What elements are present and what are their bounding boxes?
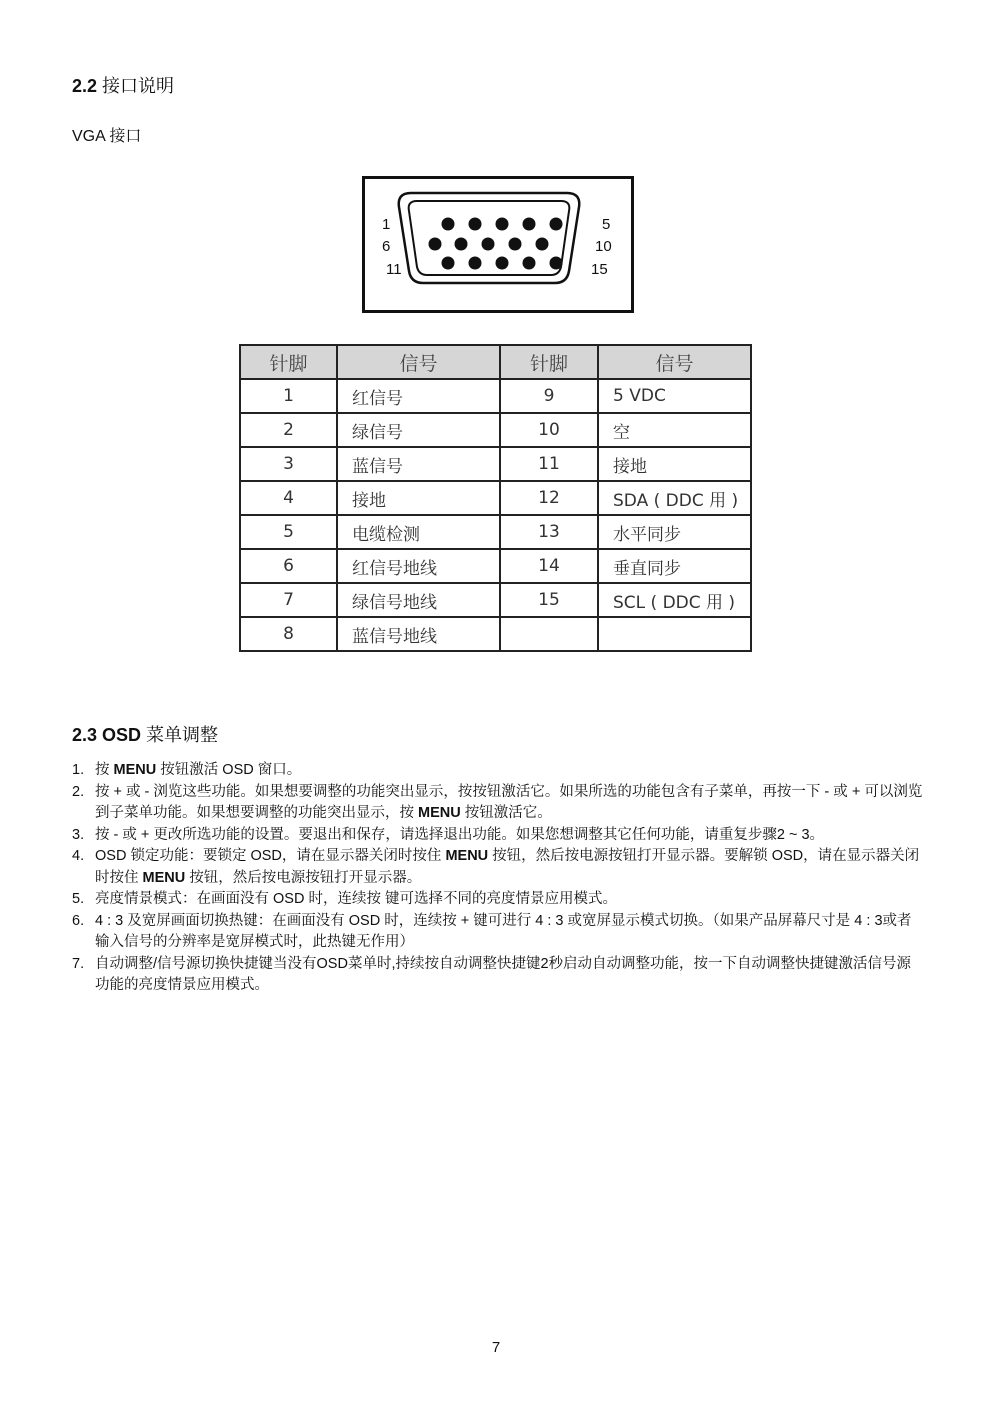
list-item-text: 按钮激活它。 bbox=[460, 805, 552, 821]
pin-number-cell: 8 bbox=[240, 617, 337, 651]
table-row bbox=[240, 583, 751, 617]
menu-key-text: MENU bbox=[113, 762, 157, 778]
section-2-2-heading bbox=[72, 72, 174, 98]
signal-cell: 水平同步 bbox=[598, 515, 751, 549]
signal-cell: 蓝信号 bbox=[337, 447, 500, 481]
list-item bbox=[72, 911, 924, 954]
table-row bbox=[240, 549, 751, 583]
pin-dot bbox=[442, 218, 455, 231]
list-item-text: 按钮，然后按电源按钮打开显示器。要解锁 OSD，请在显示器关闭时按住 bbox=[95, 848, 920, 886]
table-row bbox=[240, 447, 751, 481]
pin-number-cell: 11 bbox=[500, 447, 598, 481]
signal-cell: 红信号地线 bbox=[337, 549, 500, 583]
section-2-3-heading bbox=[72, 721, 218, 747]
signal-cell: SDA ( DDC 用 ) bbox=[598, 481, 751, 515]
signal-cell: 5 VDC bbox=[598, 379, 751, 413]
list-item-text: 自动调整/信号源切换快捷键当没有OSD菜单时,持续按自动调整快捷键2秒启动自动调整功能，按一下自动调整快捷键激活信号源功能的亮度情景应用模式。 bbox=[95, 955, 912, 993]
pin-number-cell bbox=[500, 617, 598, 651]
pin-label-1: 1 bbox=[382, 216, 391, 233]
list-item bbox=[72, 760, 924, 782]
list-item-text: 按 bbox=[95, 762, 114, 778]
pin-dot bbox=[550, 218, 563, 231]
pin-number-cell: 5 bbox=[240, 515, 337, 549]
signal-cell: 空 bbox=[598, 413, 751, 447]
list-item-number: 6. bbox=[72, 912, 85, 929]
pin-number-cell: 13 bbox=[500, 515, 598, 549]
pin-dot bbox=[496, 218, 509, 231]
vga-pin-table bbox=[239, 344, 752, 652]
pin-number-cell: 14 bbox=[500, 549, 598, 583]
menu-key-text: MENU bbox=[445, 848, 489, 864]
list-item bbox=[72, 954, 924, 997]
vga-connector-diagram bbox=[362, 176, 634, 313]
header-signal-1: 信号 bbox=[337, 345, 500, 379]
list-item-text: 亮度情景模式：在画面没有 OSD 时，连续按 键可选择不同的亮度情景应用模式。 bbox=[95, 891, 618, 907]
table-row bbox=[240, 515, 751, 549]
signal-cell: 绿信号地线 bbox=[337, 583, 500, 617]
list-item-number: 4. bbox=[72, 848, 85, 864]
page-number: 7 bbox=[491, 1339, 501, 1356]
list-item bbox=[72, 846, 924, 889]
signal-cell: 垂直同步 bbox=[598, 549, 751, 583]
pin-dot bbox=[429, 238, 442, 251]
list-item-number: 2. bbox=[72, 783, 85, 800]
list-item-text: 按 + 或 - 浏览这些功能。如果想要调整的功能突出显示，按按钮激活它。如果所选的功能包含有子菜单，再按一下 - 或 + 可以浏览到子菜单功能。如果想要调整的功能突出显示，按 bbox=[95, 783, 923, 821]
vga-connector-icon bbox=[365, 179, 631, 310]
pin-number-cell: 7 bbox=[240, 583, 337, 617]
list-item-text: 4 : 3 及宽屏画面切换热键：在画面没有 OSD 时，连续按 + 键可进行 4 : 3 或宽屏显示模式切换。（如果产品屏幕尺寸是 4 : 3或者输入信号的分辨率是宽屏模式时，此热键无作用） bbox=[95, 912, 912, 950]
pin-number-cell: 2 bbox=[240, 413, 337, 447]
list-item-number: 5. bbox=[72, 891, 85, 907]
signal-cell: 绿信号 bbox=[337, 413, 500, 447]
list-item-text: 按钮激活 OSD 窗口。 bbox=[156, 762, 302, 778]
signal-cell: 接地 bbox=[598, 447, 751, 481]
section-number: 2.3 OSD bbox=[72, 725, 142, 745]
menu-key-text: MENU bbox=[142, 869, 186, 886]
signal-cell: 红信号 bbox=[337, 379, 500, 413]
pin-dot bbox=[509, 238, 522, 251]
pin-dots bbox=[429, 218, 563, 270]
pin-label-5: 5 bbox=[602, 216, 611, 233]
pin-dot bbox=[550, 257, 563, 270]
list-item-text: 按钮，然后按电源按钮打开显示器。 bbox=[185, 869, 422, 886]
pin-number-cell: 4 bbox=[240, 481, 337, 515]
table-row bbox=[240, 413, 751, 447]
pin-label-15: 15 bbox=[591, 261, 608, 278]
signal-cell: 蓝信号地线 bbox=[337, 617, 500, 651]
list-item-text: OSD 锁定功能：要锁定 OSD，请在显示器关闭时按住 bbox=[95, 848, 446, 864]
pin-label-6: 6 bbox=[382, 238, 391, 255]
signal-cell bbox=[598, 617, 751, 651]
pin-dot bbox=[455, 238, 468, 251]
section-title: 接口说明 bbox=[102, 76, 175, 96]
pin-dot bbox=[469, 218, 482, 231]
pin-table-body bbox=[240, 379, 751, 651]
header-pin-2: 针脚 bbox=[500, 345, 598, 379]
pin-dot bbox=[496, 257, 509, 270]
pin-dot bbox=[523, 218, 536, 231]
menu-key-text: MENU bbox=[418, 805, 461, 821]
pin-dot bbox=[523, 257, 536, 270]
header-pin-1: 针脚 bbox=[240, 345, 337, 379]
list-item-number: 7. bbox=[72, 955, 85, 972]
pin-number-cell: 6 bbox=[240, 549, 337, 583]
table-row bbox=[240, 379, 751, 413]
list-item bbox=[72, 825, 924, 847]
list-item bbox=[72, 889, 924, 911]
pin-dot bbox=[469, 257, 482, 270]
pin-dot bbox=[442, 257, 455, 270]
pin-number-cell: 15 bbox=[500, 583, 598, 617]
list-item-number: 1. bbox=[72, 762, 85, 778]
table-header-row bbox=[240, 345, 751, 379]
pin-number-cell: 9 bbox=[500, 379, 598, 413]
section-number: 2.2 bbox=[72, 76, 98, 96]
pin-label-10: 10 bbox=[595, 238, 612, 255]
pin-number-cell: 3 bbox=[240, 447, 337, 481]
osd-instruction-list bbox=[72, 760, 924, 997]
section-title: 菜单调整 bbox=[146, 725, 219, 745]
table-row bbox=[240, 481, 751, 515]
pin-number-cell: 10 bbox=[500, 413, 598, 447]
signal-cell: 电缆检测 bbox=[337, 515, 500, 549]
vga-label: VGA 接口 bbox=[72, 128, 142, 145]
header-signal-2: 信号 bbox=[598, 345, 751, 379]
list-item-number: 3. bbox=[72, 826, 85, 843]
table-row bbox=[240, 617, 751, 651]
pin-dot bbox=[482, 238, 495, 251]
signal-cell: SCL ( DDC 用 ) bbox=[598, 583, 751, 617]
list-item bbox=[72, 782, 924, 825]
pin-dot bbox=[536, 238, 549, 251]
pin-number-cell: 1 bbox=[240, 379, 337, 413]
pin-number-cell: 12 bbox=[500, 481, 598, 515]
list-item-text: 按 - 或 + 更改所选功能的设置。要退出和保存，请选择退出功能。如果您想调整其它任何功能，请重复步骤2 ~ 3。 bbox=[95, 826, 825, 843]
pin-label-11: 11 bbox=[386, 261, 402, 278]
signal-cell: 接地 bbox=[337, 481, 500, 515]
